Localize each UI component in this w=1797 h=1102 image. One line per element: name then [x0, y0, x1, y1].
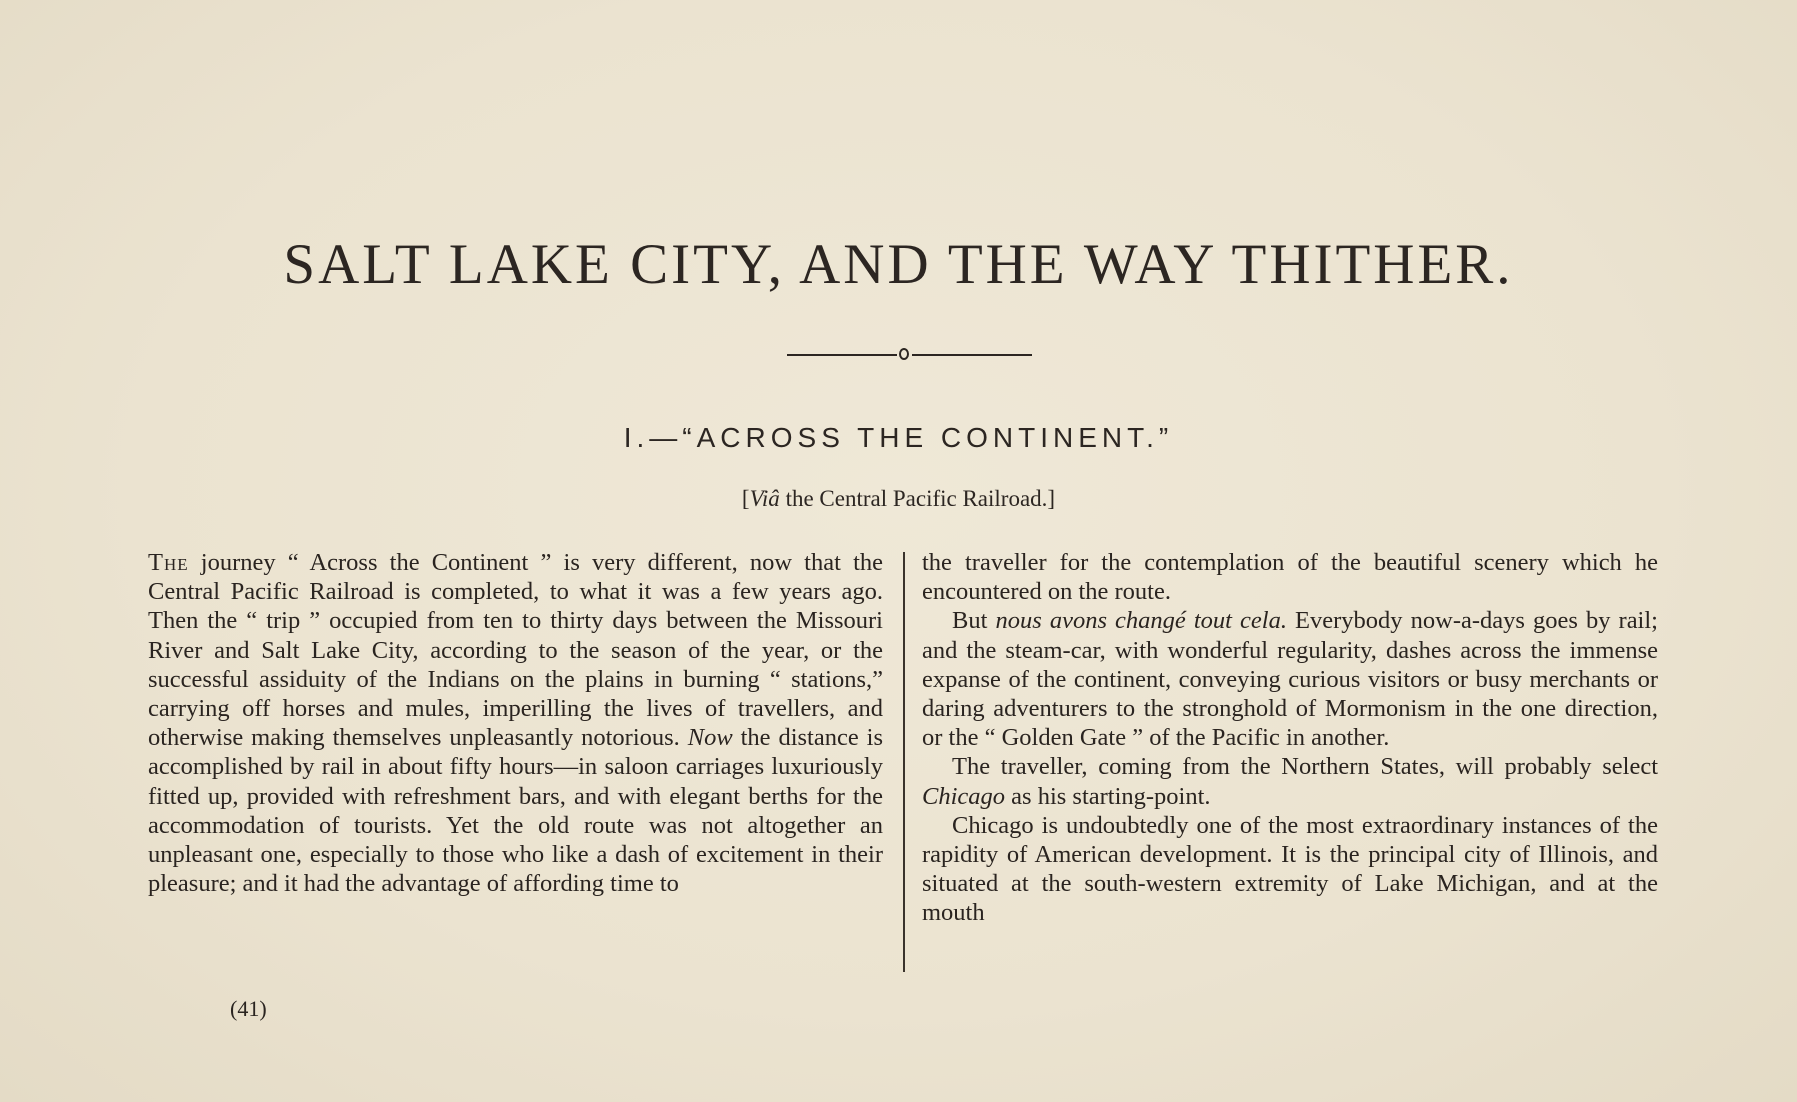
page-number: (41): [230, 996, 267, 1021]
subheading-italic: Viâ: [749, 486, 780, 511]
section-subheading: [0, 486, 1797, 512]
left-italic-now: Now: [687, 724, 733, 752]
right-p3-text-b: as his starting-point.: [1005, 782, 1211, 810]
ornamental-rule: [787, 348, 1032, 362]
right-p2-text-b: Everybody now-a-days goes by rail; and the steam-car, with wonderful regularity, dashes across the immense expanse of the continent, conveying curious visitors or busy merchants or daring adventurers to the stronghold of Mormonism in the one direction, or the “ Golden Gate ” of the Pacific in another.: [922, 607, 1658, 752]
right-p2-text-a: But: [952, 607, 996, 635]
section-heading: I.—“ACROSS THE CONTINENT.”: [623, 422, 1174, 453]
right-p3-text-a: The traveller, coming from the Northern States, will probably select: [952, 753, 1658, 781]
right-p2-italic: nous avons changé tout cela.: [995, 607, 1287, 635]
left-text-a: journey “ Across the Continent ” is very different, now that the Central Pacific Railroad is completed, to what it was a few years ago. Then the “ trip ” occupied from ten to thirty days between the Missouri River and Salt Lake City, according to the season of the year, or the successful assiduity of the Indians on the plains in burning “ stations,” carrying off horses and mules, imperilling the lives of travellers, and otherwise making themselves unpleasantly notorious.: [148, 549, 883, 752]
right-paragraph-2: [922, 606, 1658, 752]
right-paragraph-1: the traveller for the contemplation of the beautiful scenery which he encountered on the route.: [922, 549, 1658, 606]
lead-word: The: [148, 549, 189, 576]
left-text-b: the distance is accomplished by rail in about fifty hours—in saloon carriages luxuriously fitted up, provided with refreshment bars, and with elegant berths for the accommodation of tourists. Yet the old route was not altogether an unpleasant one, especially to those who like a dash of excitement in their pleasure; and it had the advantage of affording time to: [148, 724, 884, 898]
right-column: [922, 548, 1658, 928]
rule-line-right: [912, 354, 1032, 356]
rule-ornament-icon: [899, 348, 909, 360]
subheading-open-bracket: [: [741, 486, 750, 511]
left-paragraph: [148, 548, 883, 898]
chapter-title: SALT LAKE CITY, AND THE WAY THITHER.: [283, 233, 1514, 296]
right-paragraph-4: Chicago is undoubtedly one of the most extraordinary instances of the rapidity of American development. It is the principal city of Illinois, and situated at the south-western extremity of Lake Michigan, and at the mouth: [922, 811, 1658, 927]
column-divider: [903, 552, 905, 972]
left-column: [148, 548, 883, 898]
right-paragraph-3: [922, 752, 1658, 810]
right-p3-italic: Chicago: [922, 782, 1006, 810]
rule-line-left: [787, 354, 897, 356]
subheading-rest: the Central Pacific Railroad.]: [779, 486, 1056, 511]
